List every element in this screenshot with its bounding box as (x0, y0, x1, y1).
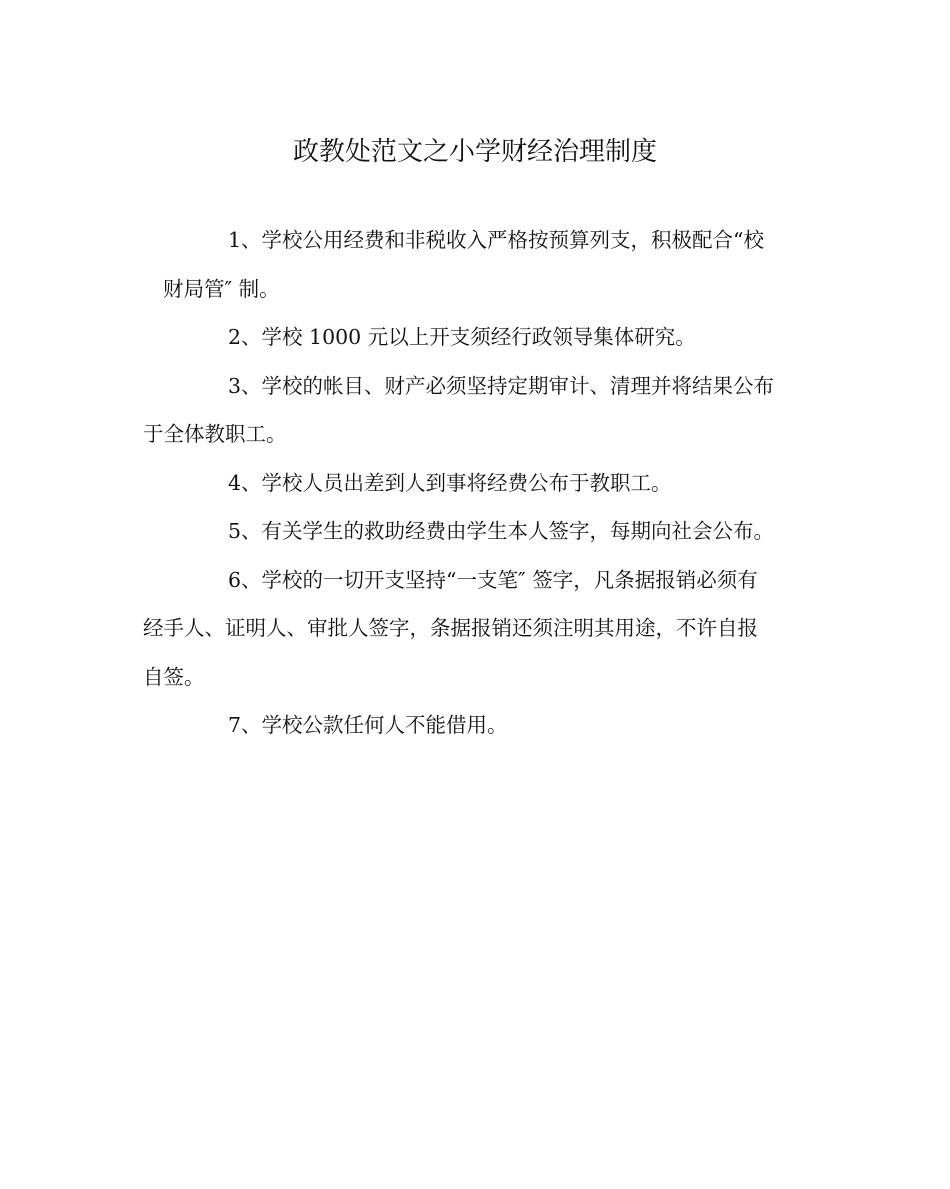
document-body (143, 216, 807, 750)
item-1-line-1: 1、学校公用经费和非税收入严格按预算列支，积极配合“校 (228, 228, 765, 252)
item-3-line-2: 于全体教职工。 (143, 422, 287, 446)
list-item (143, 216, 807, 313)
item-2-line-1: 2、学校 1000 元以上开支须经行政领导集体研究。 (228, 325, 696, 349)
item-4-line-1: 4、学校人员出差到人到事将经费公布于教职工。 (228, 470, 672, 495)
item-7-line-1: 7、学校公款任何人不能借用。 (228, 713, 508, 737)
list-item (143, 459, 807, 508)
item-6-line-3: 自签。 (143, 664, 205, 689)
item-6-line-1: 6、学校的一切开支坚持“一支笔″ 签字，凡条据报销必须有 (228, 567, 758, 592)
list-item (143, 507, 807, 556)
item-3-line-1: 3、学校的帐目、财产必须坚持定期审计、清理并将结果公布 (228, 373, 775, 398)
list-item (143, 362, 807, 459)
list-item (143, 556, 807, 702)
item-6-line-2: 经手人、证明人、审批人签字，条据报销还须注明其用途，不许自报 (143, 616, 758, 640)
item-1-line-2: 财局管″ 制。 (163, 276, 280, 301)
list-item (143, 313, 807, 362)
item-5-line-1: 5、有关学生的救助经费由学生本人签字，每期向社会公布。 (228, 519, 775, 543)
list-item (143, 701, 807, 750)
page-title: 政教处范文之小学财经治理制度 (292, 137, 657, 167)
